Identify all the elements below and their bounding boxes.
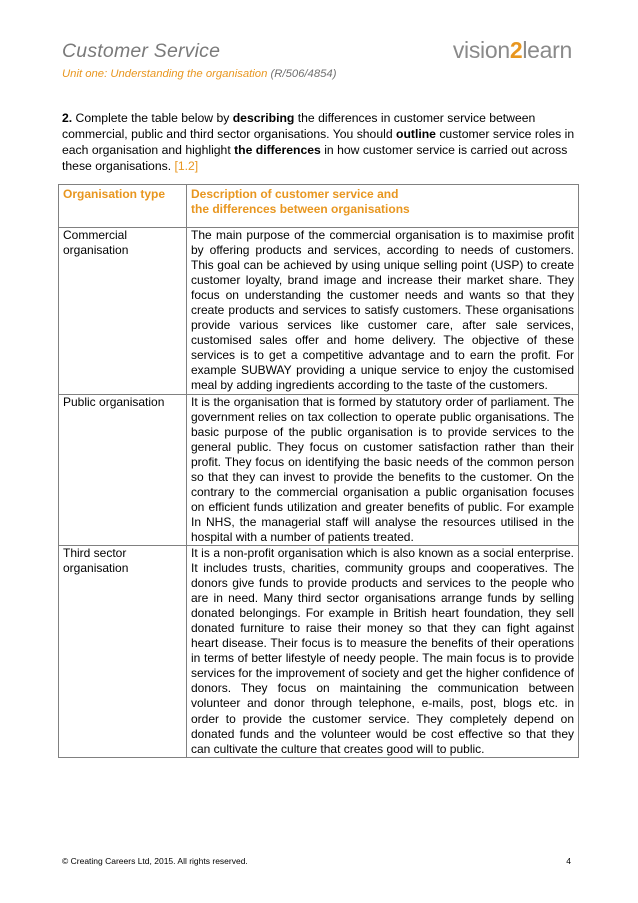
table-header-row [59,185,579,228]
intro-text-2: the differences in customer service between commercial, public and third sector organisations. You should [62,111,536,141]
organisation-type-cell: Public organisation [59,394,187,545]
header-description-line2: the differences between organisations [191,202,410,217]
question-instructions [62,110,582,174]
unit-label: Unit one: Understanding the organisation [62,68,268,80]
description-cell: The main purpose of the commercial organisation is to maximise profit by offering products and services, according to needs of customers. This goal can be achieved by using unique selling point (USP) to create customer loyalty, brand image and increase their market share. They focus on understanding the customer needs and wants so that they create products and services to satisfy customers. These organisations provide various services like customer care, after sale services, customised sales offer and home delivery. The objective of these services is to get a competitive advantage and to earn the profit. For example SUBWAY providing a unique service to enjoy the customised meal by adding ingredients according to the taste of the customers. [187,228,579,395]
logo-vision: vision [452,37,510,63]
table-row [59,228,579,395]
description-cell: It is the organisation that is formed by statutory order of parliament. The government relies on tax collection to operate public organisations. The basic purpose of the public organisation is to provide services to the general public. They focus on customer satisfaction rather than their profit. They focus on identifying the basic needs of the common person so that they can invest to provide the benefits to the customer. On the contrary to the commercial organisation a public organisation focuses on efficient funds utilization and greater benefits of public. For example In NHS, the managerial staff will analyse the resources utilised in the hospital with a number of patients treated. [187,394,579,545]
header-organisation-type: Organisation type [59,185,187,228]
intro-bold-3: the differences [234,143,321,157]
intro-bold-1: describing [232,111,295,125]
header-description [187,185,579,228]
organisation-type-cell: Third sector organisation [59,545,187,757]
vision2learn-logo [453,37,572,64]
table-row [59,545,579,757]
organisation-comparison-table [58,184,579,758]
intro-text-4: in how customer service is carried out across these organisations. [62,143,568,173]
table-row [59,394,579,545]
page-number: 4 [566,856,571,866]
document-title: Customer Service [62,40,221,62]
header-description-line1: Description of customer service and [191,187,399,201]
intro-text-3: customer service roles in each organisation and highlight [62,127,575,157]
organisation-type-cell: Commercial organisation [59,228,187,395]
intro-bold-2: outline [396,127,436,141]
intro-text-1: Complete the table below by [72,111,233,125]
unit-subtitle [62,68,336,80]
description-cell: It is a non-profit organisation which is also known as a social enterprise. It includes trusts, charities, community groups and cooperatives. The donors give funds to provide products and services to the people who are in need. Many third sector organisations arrange funds by selling donated belongings. For example in British heart foundation, they sell donated furniture to raise their money so that they can fight against heart disease. Their focus is to measure the benefits of their operations in terms of better lifestyle of needy people. The main focus is to provide services for the improvement of society and get the higher confidence of donors. They focus on maintaining the communication between volunteer and donor through telephone, e-mails, post, blogs etc. in order to provide the customer service. They completely depend on donated funds and the volunteer would be cost effective so that they can cultivate the culture that creates good will to public. [187,545,579,757]
question-number: 2. [62,111,73,125]
logo-learn: learn [522,37,572,63]
criteria-reference: [1.2] [174,159,199,173]
logo-two: 2 [509,37,523,63]
unit-code: (R/506/4854) [270,68,337,80]
copyright-footer: © Creating Careers Ltd, 2015. All rights reserved. [62,856,248,866]
